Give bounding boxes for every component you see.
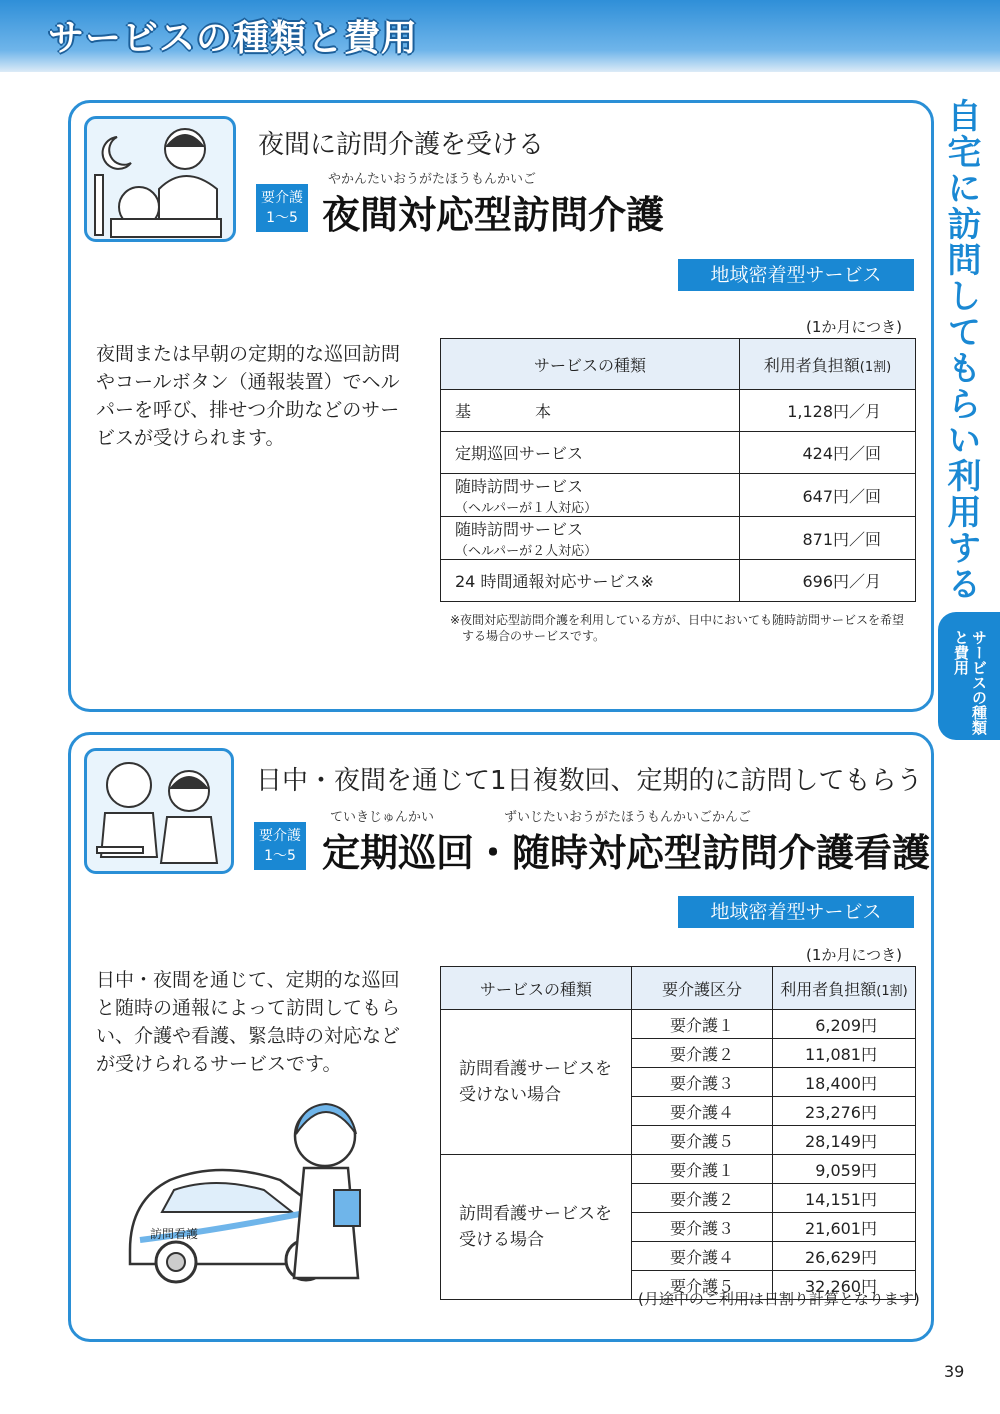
nurse-car-illustration <box>120 1090 380 1290</box>
care-level-cell: 要介護５ <box>632 1271 773 1300</box>
side-section-title: 自宅に訪問してもらい利用する <box>941 98 981 602</box>
fee-cell: 18,400円 <box>773 1068 916 1097</box>
description-line: パーを呼び、排せつ介助などのサー <box>96 399 400 421</box>
fee-cell: 696円／月 <box>740 560 916 602</box>
fee-cell: 11,081円 <box>773 1039 916 1068</box>
fee-cell: 14,151円 <box>773 1184 916 1213</box>
side-index-tab[interactable] <box>938 612 1000 740</box>
badge-label: 要介護 <box>259 828 301 844</box>
section1-description <box>96 340 400 452</box>
section2-unit-note: (1か月につき) <box>806 946 902 964</box>
group-label-line: 訪問看護サービスを <box>459 1204 612 1224</box>
column-header-service-type: サービスの種類 <box>441 967 632 1010</box>
description-line: やコールボタン（通報装置）でヘル <box>96 371 400 393</box>
badge-range: 1〜5 <box>264 848 296 864</box>
table-row <box>441 474 916 517</box>
fee-cell: 6,209円 <box>773 1010 916 1039</box>
section1-illustration <box>84 116 236 242</box>
section1-care-level-badge <box>256 184 308 232</box>
section2-title: 定期巡回・随時対応型訪問介護看護 <box>322 831 931 875</box>
table-row <box>441 390 916 432</box>
table-header-row <box>441 967 916 1010</box>
service-type-cell: 基 本 <box>441 390 740 432</box>
description-line: と随時の通報によって訪問してもら <box>96 997 401 1019</box>
description-line: ビスが受けられます。 <box>96 427 285 449</box>
care-level-cell: 要介護１ <box>632 1010 773 1039</box>
care-level-cell: 要介護２ <box>632 1039 773 1068</box>
fee-cell: 1,128円／月 <box>740 390 916 432</box>
badge-range: 1〜5 <box>266 210 298 226</box>
section1-title: 夜間対応型訪問介護 <box>322 193 665 237</box>
table-row <box>441 432 916 474</box>
care-level-cell: 要介護３ <box>632 1213 773 1242</box>
service-type-cell: 定期巡回サービス <box>441 432 740 474</box>
section1-unit-note: (1か月につき) <box>806 318 902 336</box>
description-line: 日中・夜間を通じて、定期的な巡回 <box>96 969 400 991</box>
description-line: 夜間または早朝の定期的な巡回訪問 <box>96 343 401 365</box>
section1-footnote <box>450 612 904 644</box>
column-header-fee: 利用者負担額(1割) <box>773 967 916 1010</box>
care-level-cell: 要介護４ <box>632 1097 773 1126</box>
service-group-cell <box>441 1155 632 1300</box>
care-level-cell: 要介護２ <box>632 1184 773 1213</box>
group-label-line: 受ける場合 <box>459 1230 544 1250</box>
page-title: サービスの種類と費用 <box>48 18 419 59</box>
page-header <box>0 0 1000 72</box>
care-level-cell: 要介護４ <box>632 1242 773 1271</box>
day-night-care-illustration <box>87 751 231 871</box>
footnote-line: ※夜間対応型訪問介護を利用している方が、日中においても随時訪問サービスを希望 <box>450 613 905 627</box>
section2-care-level-badge <box>254 822 306 870</box>
section2-illustration <box>84 748 234 874</box>
care-level-cell: 要介護１ <box>632 1155 773 1184</box>
side-index-tab-label: サービスの種類と費用 <box>952 630 988 735</box>
fee-cell: 23,276円 <box>773 1097 916 1126</box>
section2-title-furigana: ずいじたいおうがたほうもんかいごかんご <box>504 810 752 825</box>
section2-fee-table <box>440 966 916 1300</box>
night-care-illustration <box>87 119 233 239</box>
page-number: 39 <box>944 1362 965 1381</box>
section1-service-tag: 地域密着型サービス <box>678 259 914 291</box>
table-row <box>441 1010 916 1039</box>
section1-title-furigana: やかんたいおうがたほうもんかいご <box>328 172 537 187</box>
table-row <box>441 517 916 560</box>
section1-subtitle: 夜間に訪問介護を受ける <box>258 130 545 160</box>
column-header-service-type: サービスの種類 <box>441 339 740 390</box>
section2-description <box>96 966 400 1078</box>
fee-cell: 871円／回 <box>740 517 916 560</box>
description-line: が受けられるサービスです。 <box>96 1053 342 1075</box>
table-row <box>441 1155 916 1184</box>
table-row <box>441 560 916 602</box>
badge-label: 要介護 <box>261 190 303 206</box>
group-label-line: 訪問看護サービスを <box>459 1059 612 1079</box>
column-header-care-level: 要介護区分 <box>632 967 773 1010</box>
section2-title-furigana: ていきじゅんかい <box>330 810 435 825</box>
section2-subtitle: 日中・夜間を通じて1日複数回、定期的に訪問してもらう <box>256 766 923 796</box>
service-type-cell: 随時訪問サービス（ヘルパーが１人対応） <box>441 474 740 517</box>
fee-cell: 28,149円 <box>773 1126 916 1155</box>
group-label-line: 受けない場合 <box>459 1085 561 1105</box>
service-type-cell: 24 時間通報対応サービス※ <box>441 560 740 602</box>
care-level-cell: 要介護３ <box>632 1068 773 1097</box>
fee-cell: 26,629円 <box>773 1242 916 1271</box>
service-type-cell: 随時訪問サービス（ヘルパーが２人対応） <box>441 517 740 560</box>
section2-bottom-note: (月途中のご利用は日割り計算となります) <box>638 1290 920 1308</box>
fee-cell: 647円／回 <box>740 474 916 517</box>
car-label: 訪問看護 <box>150 1227 199 1241</box>
fee-cell: 21,601円 <box>773 1213 916 1242</box>
fee-cell: 9,059円 <box>773 1155 916 1184</box>
section2-service-tag: 地域密着型サービス <box>678 896 914 928</box>
service-group-cell <box>441 1010 632 1155</box>
section1-fee-table <box>440 338 916 602</box>
table-header-row <box>441 339 916 390</box>
footnote-line: する場合のサービスです。 <box>450 629 606 643</box>
column-header-fee: 利用者負担額(1割) <box>740 339 916 390</box>
fee-cell: 32,260円 <box>773 1271 916 1300</box>
care-level-cell: 要介護５ <box>632 1126 773 1155</box>
description-line: い、介護や看護、緊急時の対応など <box>96 1025 401 1047</box>
fee-cell: 424円／回 <box>740 432 916 474</box>
